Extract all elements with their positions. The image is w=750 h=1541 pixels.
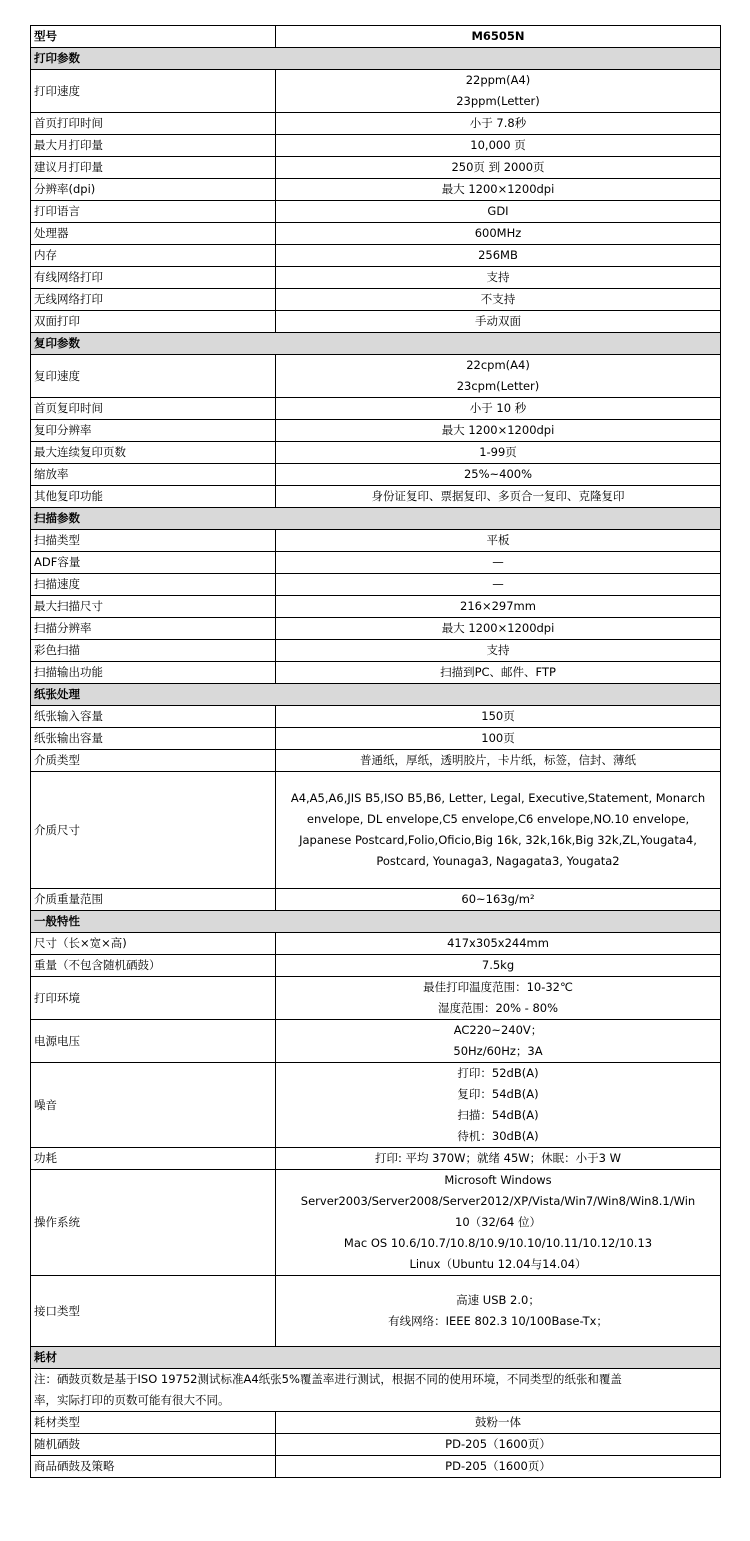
section-header-row bbox=[31, 48, 721, 70]
spec-value-line: 复印：54dB(A) bbox=[457, 1087, 539, 1101]
spec-value-line: M6505N bbox=[471, 29, 525, 43]
spec-label: 建议月打印量 bbox=[31, 157, 276, 179]
spec-value-line: 待机：30dB(A) bbox=[457, 1129, 539, 1143]
spec-value-line: 打印：52dB(A) bbox=[457, 1066, 539, 1080]
spec-value-line: 手动双面 bbox=[475, 314, 521, 328]
spec-value-line: PD-205（1600页） bbox=[445, 1437, 551, 1451]
spec-value bbox=[276, 1276, 721, 1347]
note-line: 率，实际打印的页数可能有很大不同。 bbox=[34, 1393, 230, 1407]
spec-value bbox=[276, 223, 721, 245]
spec-label: 内存 bbox=[31, 245, 276, 267]
spec-row bbox=[31, 596, 721, 618]
section-title: 复印参数 bbox=[31, 333, 721, 355]
spec-label: 双面打印 bbox=[31, 311, 276, 333]
spec-value bbox=[276, 135, 721, 157]
spec-value bbox=[276, 977, 721, 1020]
spec-row bbox=[31, 977, 721, 1020]
spec-value-line: 打印: 平均 370W；就绪 45W；休眠：小于3 W bbox=[374, 1151, 621, 1165]
note-line: 注：硒鼓页数是基于ISO 19752测试标准A4纸张5%覆盖率进行测试，根据不同的使用环境，不同类型的纸张和覆盖 bbox=[34, 1372, 622, 1386]
spec-value-line: 最大 1200×1200dpi bbox=[441, 621, 555, 635]
spec-value bbox=[276, 1434, 721, 1456]
spec-value bbox=[276, 245, 721, 267]
spec-label: 最大连续复印页数 bbox=[31, 442, 276, 464]
spec-value bbox=[276, 933, 721, 955]
spec-value bbox=[276, 179, 721, 201]
spec-row bbox=[31, 311, 721, 333]
spec-value bbox=[276, 889, 721, 911]
spec-row bbox=[31, 640, 721, 662]
spec-value bbox=[276, 1412, 721, 1434]
section-header-row bbox=[31, 911, 721, 933]
spec-label: 彩色扫描 bbox=[31, 640, 276, 662]
note-cell bbox=[31, 1369, 721, 1412]
spec-label: 其他复印功能 bbox=[31, 486, 276, 508]
spec-value bbox=[276, 618, 721, 640]
spec-row bbox=[31, 245, 721, 267]
spec-value bbox=[276, 1020, 721, 1063]
spec-row bbox=[31, 574, 721, 596]
spec-row bbox=[31, 486, 721, 508]
spec-value-line: Japanese Postcard,Folio,Oficio,Big 16k, 32k,16k,Big 32k,ZL,Yougata4, bbox=[299, 833, 697, 847]
spec-label: 首页打印时间 bbox=[31, 113, 276, 135]
spec-value-line: PD-205（1600页） bbox=[445, 1459, 551, 1473]
spec-value bbox=[276, 640, 721, 662]
spec-row bbox=[31, 289, 721, 311]
spec-label: 无线网络打印 bbox=[31, 289, 276, 311]
spec-value-line: 普通纸，厚纸，透明胶片，卡片纸，标签，信封、薄纸 bbox=[360, 753, 636, 767]
spec-value bbox=[276, 70, 721, 113]
spec-row bbox=[31, 889, 721, 911]
spec-row bbox=[31, 442, 721, 464]
spec-value-line: 10（32/64 位） bbox=[455, 1215, 541, 1229]
spec-label: 耗材类型 bbox=[31, 1412, 276, 1434]
spec-label: 纸张输出容量 bbox=[31, 728, 276, 750]
spec-label: 处理器 bbox=[31, 223, 276, 245]
spec-row bbox=[31, 706, 721, 728]
spec-value-line: 身份证复印、票据复印、多页合一复印、克隆复印 bbox=[371, 489, 625, 503]
spec-value bbox=[276, 1063, 721, 1148]
spec-value-line: 600MHz bbox=[474, 226, 522, 240]
spec-value bbox=[276, 662, 721, 684]
spec-value-line: 417x305x244mm bbox=[447, 936, 549, 950]
note-row bbox=[31, 1369, 721, 1412]
spec-value-line: 10,000 页 bbox=[470, 138, 526, 152]
spec-value-line: 150页 bbox=[481, 709, 515, 723]
spec-label: 介质类型 bbox=[31, 750, 276, 772]
spec-label: 纸张输入容量 bbox=[31, 706, 276, 728]
spec-value-line: 216×297mm bbox=[460, 599, 536, 613]
spec-label: 操作系统 bbox=[31, 1170, 276, 1276]
spec-value-line: 高速 USB 2.0； bbox=[456, 1293, 540, 1307]
spec-value bbox=[276, 113, 721, 135]
spec-value bbox=[276, 201, 721, 223]
spec-label: 复印分辨率 bbox=[31, 420, 276, 442]
spec-value-line: 最大 1200×1200dpi bbox=[441, 423, 555, 437]
spec-label: 扫描速度 bbox=[31, 574, 276, 596]
spec-row bbox=[31, 223, 721, 245]
spec-label: 最大扫描尺寸 bbox=[31, 596, 276, 618]
section-header-row bbox=[31, 508, 721, 530]
spec-row bbox=[31, 1456, 721, 1478]
spec-value-line: 23cpm(Letter) bbox=[456, 379, 540, 393]
spec-value-line: 最佳打印温度范围：10-32℃ bbox=[423, 980, 573, 994]
spec-value bbox=[276, 486, 721, 508]
spec-label: 分辨率(dpi) bbox=[31, 179, 276, 201]
spec-value-line: 256MB bbox=[478, 248, 518, 262]
spec-row bbox=[31, 750, 721, 772]
section-title: 扫描参数 bbox=[31, 508, 721, 530]
spec-value-line: 23ppm(Letter) bbox=[456, 94, 540, 108]
spec-row bbox=[31, 267, 721, 289]
spec-value bbox=[276, 355, 721, 398]
spec-label: 型号 bbox=[31, 26, 276, 48]
spec-row bbox=[31, 530, 721, 552]
spec-value bbox=[276, 420, 721, 442]
spec-value bbox=[276, 596, 721, 618]
spec-row bbox=[31, 1020, 721, 1063]
spec-row bbox=[31, 1412, 721, 1434]
section-title: 纸张处理 bbox=[31, 684, 721, 706]
spec-value-line: 250页 到 2000页 bbox=[451, 160, 545, 174]
section-header-row bbox=[31, 333, 721, 355]
spec-value-line: 25%~400% bbox=[463, 467, 533, 481]
spec-label: 随机硒鼓 bbox=[31, 1434, 276, 1456]
spec-value-line: 60~163g/m² bbox=[461, 892, 535, 906]
section-title: 打印参数 bbox=[31, 48, 721, 70]
spec-value-line: 7.5kg bbox=[481, 958, 515, 972]
spec-row bbox=[31, 464, 721, 486]
section-title: 耗材 bbox=[31, 1347, 721, 1369]
spec-row bbox=[31, 398, 721, 420]
spec-row bbox=[31, 1434, 721, 1456]
spec-value-line: AC220~240V； bbox=[453, 1023, 543, 1037]
spec-value-line: 支持 bbox=[486, 270, 510, 284]
spec-value bbox=[276, 552, 721, 574]
section-header-row bbox=[31, 1347, 721, 1369]
spec-value-line: 22cpm(A4) bbox=[466, 358, 530, 372]
spec-row bbox=[31, 420, 721, 442]
spec-table bbox=[30, 25, 721, 1478]
spec-label: 最大月打印量 bbox=[31, 135, 276, 157]
spec-value bbox=[276, 955, 721, 977]
spec-label: 接口类型 bbox=[31, 1276, 276, 1347]
spec-value bbox=[276, 1170, 721, 1276]
spec-value bbox=[276, 26, 721, 48]
spec-label: 有线网络打印 bbox=[31, 267, 276, 289]
spec-label: 打印速度 bbox=[31, 70, 276, 113]
spec-label: 介质尺寸 bbox=[31, 772, 276, 889]
spec-value-line: 22ppm(A4) bbox=[465, 73, 531, 87]
spec-value bbox=[276, 311, 721, 333]
spec-value-line: 有线网络：IEEE 802.3 10/100Base-Tx； bbox=[388, 1314, 608, 1328]
spec-row bbox=[31, 201, 721, 223]
spec-value bbox=[276, 157, 721, 179]
spec-label: 商品硒鼓及策略 bbox=[31, 1456, 276, 1478]
spec-value bbox=[276, 750, 721, 772]
spec-value-line: Mac OS 10.6/10.7/10.8/10.9/10.10/10.11/10.12/10.13 bbox=[343, 1236, 653, 1250]
spec-row bbox=[31, 955, 721, 977]
spec-value bbox=[276, 772, 721, 889]
spec-label: 噪音 bbox=[31, 1063, 276, 1148]
spec-value-line: 支持 bbox=[486, 643, 510, 657]
spec-value bbox=[276, 267, 721, 289]
spec-label: 介质重量范围 bbox=[31, 889, 276, 911]
spec-label: 扫描类型 bbox=[31, 530, 276, 552]
spec-value bbox=[276, 706, 721, 728]
spec-row bbox=[31, 1276, 721, 1347]
spec-value bbox=[276, 574, 721, 596]
spec-row bbox=[31, 1063, 721, 1148]
spec-value bbox=[276, 289, 721, 311]
spec-row bbox=[31, 157, 721, 179]
spec-row bbox=[31, 552, 721, 574]
spec-label: 缩放率 bbox=[31, 464, 276, 486]
spec-row bbox=[31, 355, 721, 398]
spec-value-line: — bbox=[492, 577, 504, 591]
spec-value bbox=[276, 1456, 721, 1478]
spec-value-line: A4,A5,A6,JIS B5,ISO B5,B6, Letter, Legal, Executive,Statement, Monarch bbox=[290, 791, 706, 805]
spec-value-line: 最大 1200×1200dpi bbox=[441, 182, 555, 196]
section-title: 一般特性 bbox=[31, 911, 721, 933]
spec-value-line: Microsoft Windows bbox=[444, 1173, 552, 1187]
spec-label: 电源电压 bbox=[31, 1020, 276, 1063]
spec-row bbox=[31, 1148, 721, 1170]
spec-value-line: Server2003/Server2008/Server2012/XP/Vista/Win7/Win8/Win8.1/Win bbox=[300, 1194, 696, 1208]
spec-table-body bbox=[31, 26, 721, 1478]
spec-value-line: 平板 bbox=[486, 533, 510, 547]
spec-value-line: 湿度范围：20% - 80% bbox=[437, 1001, 559, 1015]
spec-row bbox=[31, 1170, 721, 1276]
spec-value-line: 100页 bbox=[481, 731, 515, 745]
spec-value-line: 扫描到PC、邮件、FTP bbox=[440, 665, 556, 679]
spec-label: 扫描分辨率 bbox=[31, 618, 276, 640]
spec-row bbox=[31, 179, 721, 201]
spec-value bbox=[276, 398, 721, 420]
spec-value-line: 鼓粉一体 bbox=[475, 1415, 521, 1429]
spec-value-line: 1-99页 bbox=[479, 445, 517, 459]
spec-value-line: Postcard, Younaga3, Nagagata3, Yougata2 bbox=[376, 854, 620, 868]
spec-value bbox=[276, 1148, 721, 1170]
spec-value-line: — bbox=[492, 555, 504, 569]
spec-label: 复印速度 bbox=[31, 355, 276, 398]
spec-value-line: 50Hz/60Hz；3A bbox=[453, 1044, 543, 1058]
spec-row bbox=[31, 728, 721, 750]
spec-value bbox=[276, 442, 721, 464]
spec-value-line: GDI bbox=[487, 204, 509, 218]
spec-label: 尺寸（长×宽×高) bbox=[31, 933, 276, 955]
spec-label: 打印环境 bbox=[31, 977, 276, 1020]
spec-row bbox=[31, 662, 721, 684]
spec-row bbox=[31, 772, 721, 889]
spec-value-line: 小于 10 秒 bbox=[469, 401, 527, 415]
spec-value-line: envelope, DL envelope,C5 envelope,C6 envelope,NO.10 envelope, bbox=[306, 812, 690, 826]
spec-value bbox=[276, 728, 721, 750]
spec-row bbox=[31, 70, 721, 113]
spec-label: ADF容量 bbox=[31, 552, 276, 574]
section-header-row bbox=[31, 684, 721, 706]
spec-label: 打印语言 bbox=[31, 201, 276, 223]
spec-value-line: 不支持 bbox=[480, 292, 516, 306]
spec-label: 重量（不包含随机硒鼓） bbox=[31, 955, 276, 977]
model-row bbox=[31, 26, 721, 48]
spec-value-line: 扫描：54dB(A) bbox=[457, 1108, 539, 1122]
spec-row bbox=[31, 135, 721, 157]
spec-value-line: 小于 7.8秒 bbox=[469, 116, 527, 130]
spec-value-line: Linux（Ubuntu 12.04与14.04） bbox=[409, 1257, 587, 1271]
spec-label: 功耗 bbox=[31, 1148, 276, 1170]
spec-value bbox=[276, 464, 721, 486]
spec-value bbox=[276, 530, 721, 552]
spec-label: 扫描输出功能 bbox=[31, 662, 276, 684]
spec-label: 首页复印时间 bbox=[31, 398, 276, 420]
spec-row bbox=[31, 113, 721, 135]
spec-row bbox=[31, 933, 721, 955]
spec-row bbox=[31, 618, 721, 640]
